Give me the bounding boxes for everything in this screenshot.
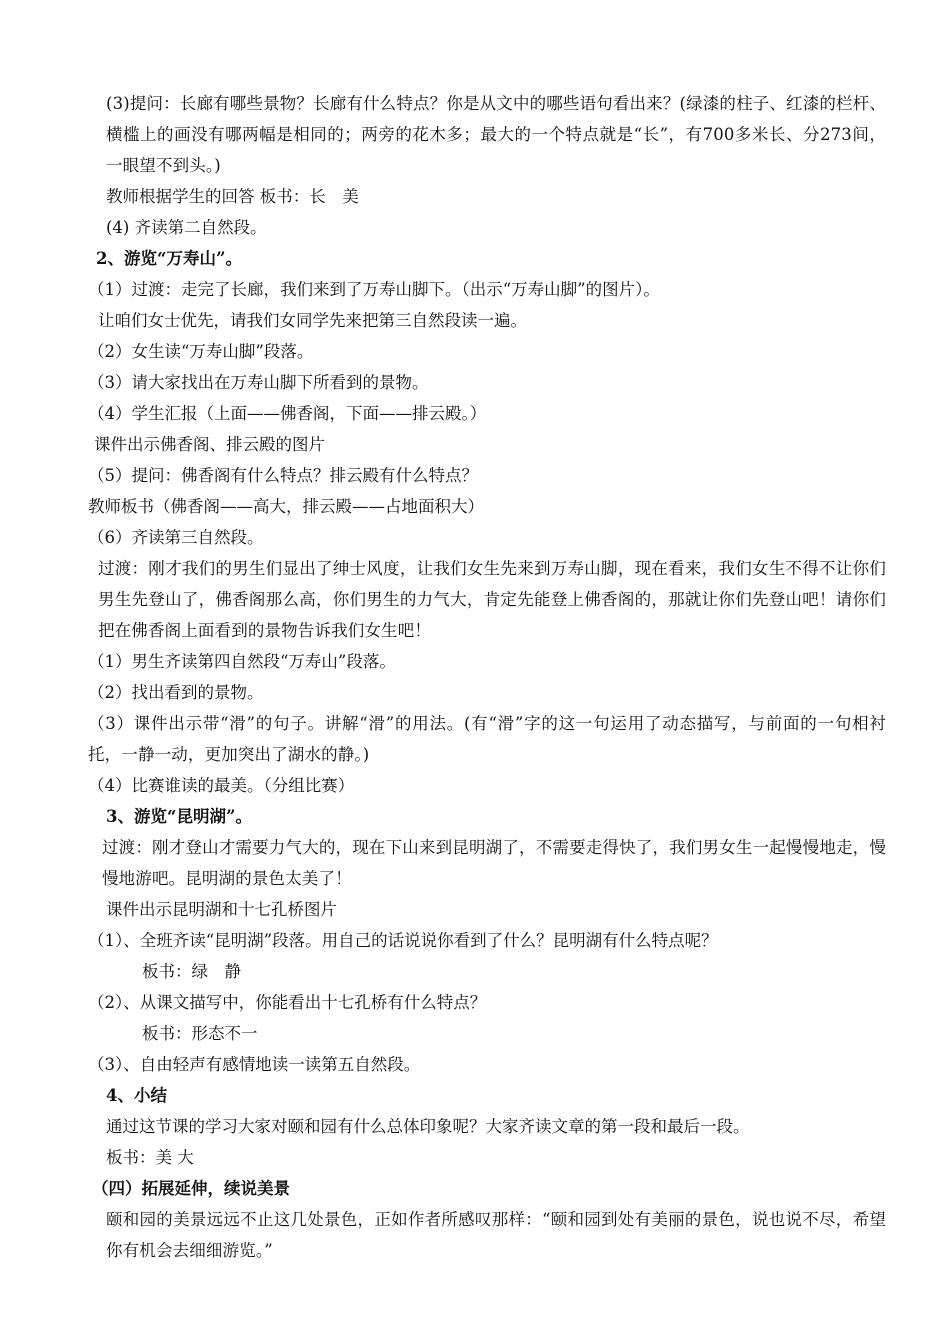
paragraph-transition-climb: 过渡：刚才我们的男生们显出了绅士风度，让我们女生先来到万寿山脚，现在看来，我们女生不得不让你们男生先登山了，佛香阁那么高，你们男生的力气大，肯定先能登上佛香阁的，那就让你们先登山吧！请你们把在佛香阁上面看到的景物告诉我们女生吧！ — [98, 559, 886, 640]
paragraph-extension: 颐和园的美景远远不止这几处景色，正如作者所感叹那样：“颐和园到处有美丽的景色，说也说不尽，希望你有机会去细细游览。” — [106, 1210, 886, 1260]
line-question-features: （5）提问：佛香阁有什么特点？排云殿有什么特点？ — [88, 466, 478, 485]
heading-tour-wanshoushan: 2、游览“万寿山”。 — [96, 249, 242, 268]
document-body — [88, 88, 886, 1266]
line-board-green-quiet: 板书：绿 静 — [142, 962, 241, 981]
line-class-read-lake: （1）、全班齐读“昆明湖”段落。用自己的话说说你看到了什么？昆明湖有什么特点呢？ — [88, 931, 718, 950]
line-ladies-first: 让咱们女士优先，请我们女同学先来把第三自然段读一遍。 — [98, 311, 527, 330]
line-summary-question: 通过这节课的学习大家对颐和园有什么总体印象呢？大家齐读文章的第一段和最后一段。 — [106, 1117, 750, 1136]
line-find-seen-scenery: （2）找出看到的景物。 — [88, 683, 264, 702]
line-transition-foot: （1）过渡：走完了长廊，我们来到了万寿山脚下。（出示“万寿山脚”的图片）。 — [88, 280, 660, 299]
paragraph-question-corridor: (3)提问：长廊有哪些景物？长廊有什么特点？你是从文中的哪些语句看出来？(绿漆的柱子、红漆的栏杆、横槛上的画没有哪两幅是相同的；两旁的花木多；最大的一个特点就是“长”，有700多米长、分273间，一眼望不到头。) — [106, 94, 886, 175]
line-read-paragraph-three: （6）齐读第三自然段。 — [88, 528, 264, 547]
line-find-scenery: （3）请大家找出在万寿山脚下所看到的景物。 — [88, 373, 429, 392]
heading-tour-kunminghu: 3、游览“昆明湖”。 — [106, 807, 252, 826]
heading-summary: 4、小结 — [106, 1086, 167, 1105]
line-teacher-board-long-beautiful: 教师根据学生的回答 板书：长 美 — [106, 187, 359, 206]
heading-extension: （四）拓展延伸，续说美景 — [92, 1179, 290, 1198]
line-free-reading: （3）、自由轻声有感情地读一读第五自然段。 — [88, 1055, 421, 1074]
line-girls-read: （2）女生读“万寿山脚”段落。 — [88, 342, 314, 361]
paragraph-slide-usage: （3）课件出示带“滑”的句子。讲解“滑”的用法。(有“滑”字的这一句运用了动态描写，与前面的一句相衬托，一静一动，更加突出了湖水的静。) — [88, 714, 886, 764]
line-courseware-bridge: 课件出示昆明湖和十七孔桥图片 — [106, 900, 337, 919]
line-student-report: （4）学生汇报（上面——佛香阁，下面——排云殿。） — [88, 404, 487, 423]
line-bridge-features: （2）、从课文描写中，你能看出十七孔桥有什么特点？ — [88, 993, 487, 1012]
line-boys-read: （1）男生齐读第四自然段“万寿山”段落。 — [88, 652, 396, 671]
line-board-shapes: 板书：形态不一 — [142, 1024, 258, 1043]
paragraph-transition-lake: 过渡：刚才登山才需要力气大的，现在下山来到昆明湖了，不需要走得快了，我们男女生一起慢慢地走，慢慢地游吧。昆明湖的景色太美了！ — [102, 838, 886, 888]
line-reading-contest: （4）比赛谁读的最美。（分组比赛） — [88, 776, 355, 795]
line-board-beautiful-big: 板书：美 大 — [106, 1148, 194, 1167]
line-courseware-pictures: 课件出示佛香阁、排云殿的图片 — [94, 435, 325, 454]
line-teacher-board-tall: 教师板书（佛香阁——高大，排云殿——占地面积大） — [88, 497, 484, 516]
line-read-paragraph-two: (4) 齐读第二自然段。 — [106, 218, 267, 237]
